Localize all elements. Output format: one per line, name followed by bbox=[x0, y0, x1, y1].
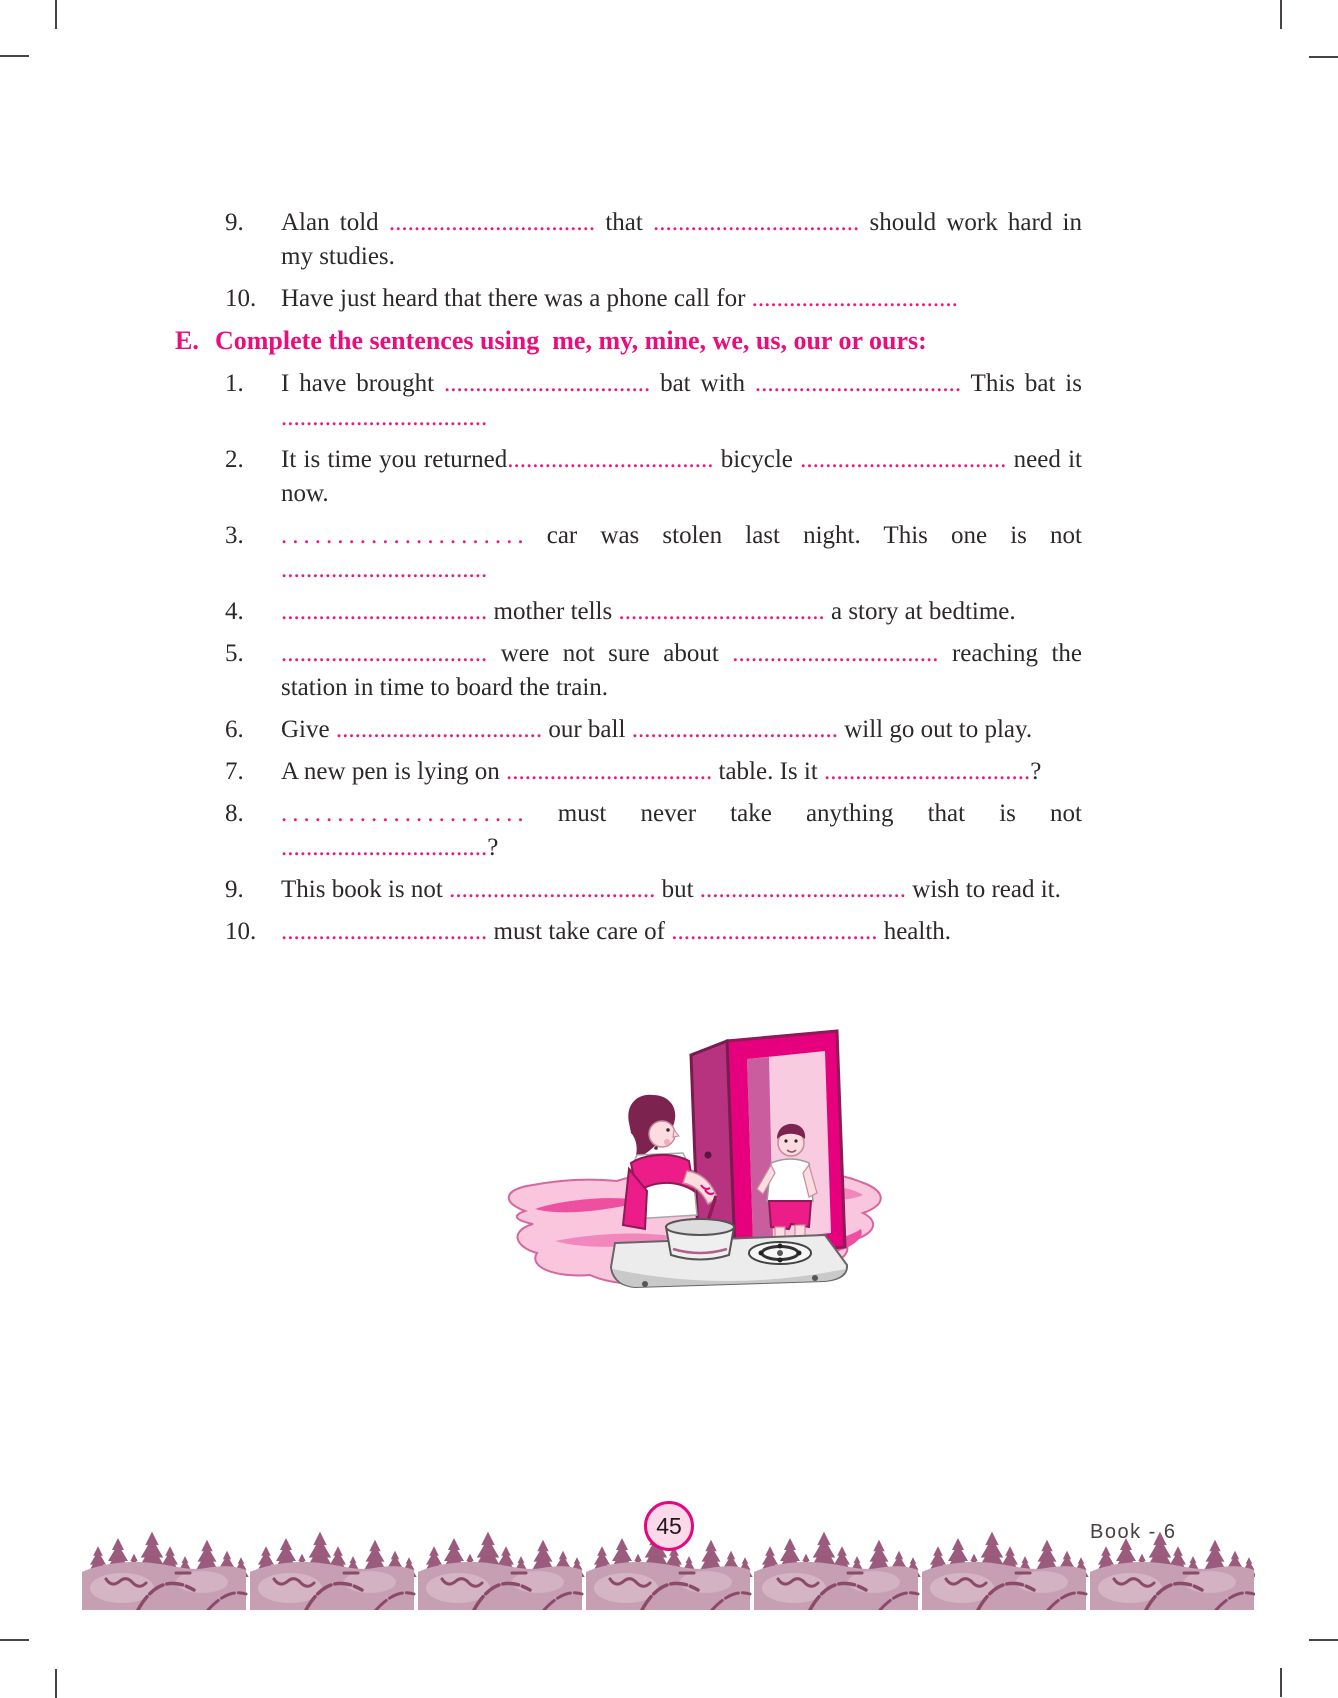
item-number: 5. bbox=[225, 640, 244, 667]
sentence-fragment: ? bbox=[1030, 758, 1042, 785]
fill-in-blank: ................................. bbox=[449, 876, 656, 903]
illustration-mother-cooking-boy-at-door bbox=[495, 1003, 895, 1303]
crop-mark-bottom-right-h bbox=[1309, 1639, 1338, 1641]
sentence-fragment: Have just heard that there was a phone call for bbox=[281, 285, 752, 312]
fill-in-blank: ................................. bbox=[699, 876, 907, 903]
fill-in-blank: ................................. bbox=[281, 598, 488, 625]
crop-mark-top-left-v bbox=[55, 0, 57, 29]
sentence-fragment: that bbox=[595, 209, 654, 236]
item-number: 9. bbox=[225, 209, 244, 236]
exercise-item bbox=[175, 873, 1083, 907]
sentence-fragment: were not sure about bbox=[487, 640, 733, 667]
page-number-badge bbox=[644, 1501, 694, 1551]
exercise-item bbox=[175, 755, 1083, 789]
crop-mark-top-right-v bbox=[1280, 0, 1282, 29]
fill-in-blank: ................................. bbox=[281, 404, 488, 431]
crop-mark-bottom-left-h bbox=[0, 1639, 29, 1641]
exercise-item bbox=[175, 595, 1083, 629]
item-number: 4. bbox=[225, 598, 244, 625]
item-number: 10. bbox=[225, 285, 257, 312]
sentence-fragment: health. bbox=[877, 918, 952, 945]
item-number: 6. bbox=[225, 716, 244, 743]
sentence-fragment: a story at bedtime. bbox=[824, 598, 1016, 625]
sentence-fragment: mother tells bbox=[487, 598, 619, 625]
fill-in-blank: ................................. bbox=[824, 758, 1031, 785]
fill-in-blank: ................................. bbox=[653, 209, 860, 236]
section-heading: Complete the sentences using me, my, mine, we, us, our or ours: bbox=[215, 326, 927, 355]
fill-in-blank: ................................. bbox=[281, 556, 488, 583]
sentence-fragment: reaching the station in time to board the train. bbox=[281, 640, 1082, 701]
fill-in-blank: ................................. bbox=[671, 918, 878, 945]
exercise-item bbox=[175, 519, 1083, 587]
item-sentence bbox=[281, 282, 1082, 316]
sentence-fragment: bicycle bbox=[713, 446, 801, 473]
fill-in-blank: ................................. bbox=[507, 446, 714, 473]
section-e-items bbox=[175, 367, 1083, 949]
sentence-fragment: will go out to play. bbox=[837, 716, 1033, 743]
sentence-fragment: A new pen is lying on bbox=[281, 758, 506, 785]
fill-in-blank: ................................. bbox=[506, 758, 713, 785]
fill-in-blank: . . . . . . . . . . . . . . . . . . . . . . bbox=[281, 522, 524, 549]
exercise-item bbox=[175, 282, 1083, 316]
sentence-fragment: bat with bbox=[650, 370, 755, 397]
exercise-item bbox=[175, 797, 1083, 865]
sentence-fragment: I have brought bbox=[281, 370, 444, 397]
crop-mark-bottom-right-v bbox=[1280, 1668, 1282, 1697]
item-sentence bbox=[281, 367, 1082, 435]
sentence-fragment: must take care of bbox=[487, 918, 672, 945]
fill-in-blank: ................................. bbox=[443, 370, 651, 397]
item-sentence bbox=[281, 637, 1082, 705]
fill-in-blank: ................................. bbox=[751, 285, 958, 312]
crop-mark-bottom-left-v bbox=[55, 1669, 57, 1698]
item-sentence bbox=[281, 755, 1082, 789]
exercise-item bbox=[175, 915, 1083, 949]
sentence-fragment: It is time you returned bbox=[281, 446, 508, 473]
sentence-fragment: our ball bbox=[542, 716, 632, 743]
crop-mark-top-right-h bbox=[1309, 56, 1338, 58]
fill-in-blank: ................................. bbox=[618, 598, 825, 625]
fill-in-blank: ................................. bbox=[631, 716, 838, 743]
item-number: 7. bbox=[225, 758, 244, 785]
item-sentence bbox=[281, 595, 1082, 629]
sentence-fragment: ? bbox=[487, 834, 499, 861]
sentence-fragment: This book is not bbox=[281, 876, 450, 903]
continued-exercise-items bbox=[175, 206, 1083, 316]
fill-in-blank: ................................. bbox=[335, 716, 543, 743]
sentence-fragment: should work hard in my studies. bbox=[281, 209, 1082, 270]
item-number: 3. bbox=[225, 522, 244, 549]
sentence-fragment: table. Is it bbox=[712, 758, 825, 785]
item-sentence bbox=[281, 873, 1082, 907]
item-number: 2. bbox=[225, 446, 244, 473]
fill-in-blank: ................................. bbox=[800, 446, 1007, 473]
fill-in-blank: ................................. bbox=[388, 209, 596, 236]
fill-in-blank: ................................. bbox=[281, 640, 488, 667]
section-e-heading-row bbox=[175, 324, 1083, 358]
item-sentence bbox=[281, 443, 1082, 511]
book-label: Book - 6 bbox=[1090, 1521, 1177, 1543]
fill-in-blank: . . . . . . . . . . . . . . . . . . . . . . bbox=[281, 800, 524, 827]
exercise-item bbox=[175, 637, 1083, 705]
sentence-fragment: Give bbox=[281, 716, 336, 743]
fill-in-blank: ................................. bbox=[281, 834, 488, 861]
exercise-item bbox=[175, 367, 1083, 435]
door-knob bbox=[705, 1152, 712, 1159]
item-sentence bbox=[281, 519, 1082, 587]
section-label: E. bbox=[175, 326, 199, 355]
item-number: 8. bbox=[225, 800, 244, 827]
item-number: 10. bbox=[225, 918, 257, 945]
page-number: 45 bbox=[656, 1512, 682, 1539]
fill-in-blank: ................................. bbox=[732, 640, 939, 667]
exercise-content bbox=[175, 206, 1083, 957]
illustration-pot bbox=[666, 1219, 734, 1260]
sentence-fragment: must never take anything that is not bbox=[523, 800, 1082, 827]
sentence-fragment: wish to read it. bbox=[906, 876, 1061, 903]
sentence-fragment: but bbox=[655, 876, 700, 903]
sentence-fragment: car was stolen last night. This one is not bbox=[523, 522, 1082, 549]
item-sentence bbox=[281, 206, 1082, 274]
sentence-fragment: need it now. bbox=[281, 446, 1083, 507]
fill-in-blank: ................................. bbox=[281, 918, 488, 945]
item-number: 9. bbox=[225, 876, 244, 903]
sentence-fragment: Alan told bbox=[281, 209, 389, 236]
item-sentence bbox=[281, 915, 1082, 949]
item-sentence bbox=[281, 797, 1082, 865]
sentence-fragment: This bat is bbox=[961, 370, 1082, 397]
exercise-item bbox=[175, 713, 1083, 747]
exercise-item bbox=[175, 443, 1083, 511]
exercise-item bbox=[175, 206, 1083, 274]
fill-in-blank: ................................. bbox=[754, 370, 962, 397]
item-number: 1. bbox=[225, 370, 244, 397]
item-sentence bbox=[281, 713, 1082, 747]
crop-mark-top-left-h bbox=[0, 55, 29, 57]
